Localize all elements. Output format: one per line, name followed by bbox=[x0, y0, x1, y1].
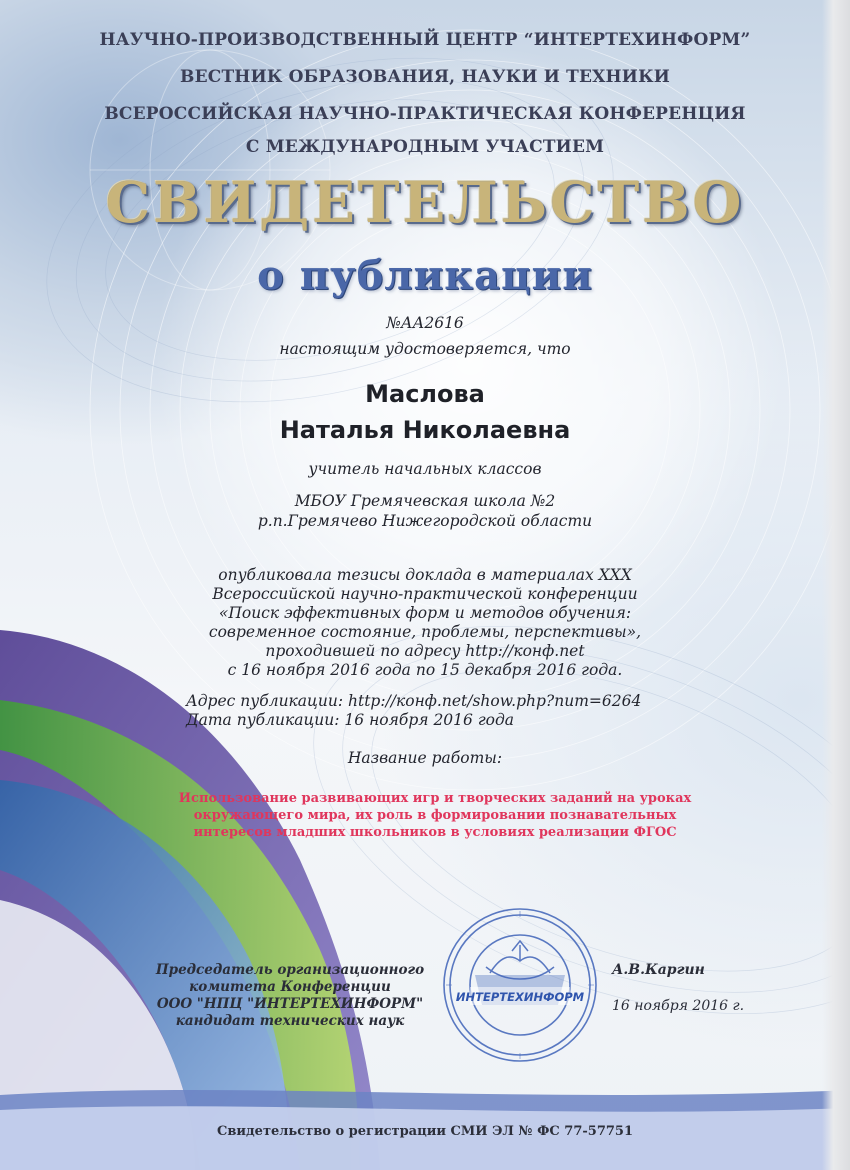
work-title-line: окружающего мира, их роль в формировании познавательных bbox=[193, 808, 677, 823]
work-title-line: Использование развивающих игр и творческих заданий на уроках bbox=[178, 791, 692, 806]
person-given-names: Наталья Николаевна bbox=[279, 416, 571, 444]
certificate-subtitle: о публикации bbox=[257, 252, 593, 299]
signer-name: А.В.Каргин bbox=[612, 962, 705, 978]
header-organization: НАУЧНО-ПРОИЗВОДСТВЕННЫЙ ЦЕНТР “ИНТЕРТЕХИНФОРМ” bbox=[99, 30, 751, 50]
chair-line: Председатель организационного bbox=[155, 962, 425, 978]
registration-note: Свидетельство о регистрации СМИ ЭЛ № ФС 77-57751 bbox=[216, 1124, 634, 1139]
person-position: учитель начальных классов bbox=[308, 460, 542, 478]
publication-address: Адрес публикации: http://конф.net/show.php?num=6264 bbox=[186, 692, 642, 710]
publication-date: Дата публикации: 16 ноября 2016 года bbox=[186, 711, 515, 729]
chair-line: кандидат технических наук bbox=[175, 1013, 405, 1029]
body-line: современное состояние, проблемы, перспективы», bbox=[208, 623, 642, 641]
work-label: Название работы: bbox=[347, 749, 503, 767]
certificate-number: №АА2616 bbox=[386, 314, 464, 332]
certificate-title: СВИДЕТЕЛЬСТВО bbox=[105, 170, 745, 236]
person-surname: Маслова bbox=[365, 380, 485, 408]
body-line: проходившей по адресу http://конф.net bbox=[265, 642, 585, 660]
certify-text: настоящим удостоверяется, что bbox=[279, 340, 571, 358]
chair-line: ООО "НПЦ "ИНТЕРТЕХИНФОРМ" bbox=[156, 996, 424, 1012]
chair-line: комитета Конференции bbox=[189, 979, 391, 995]
stamp-center-text: ИНТЕРТЕХИНФОРМ bbox=[455, 990, 585, 1004]
organization-seal-stamp bbox=[440, 905, 600, 1065]
header-conference: ВСЕРОССИЙСКАЯ НАУЧНО-ПРАКТИЧЕСКАЯ КОНФЕРЕНЦИЯ bbox=[104, 104, 746, 124]
body-line: «Поиск эффективных форм и методов обучения: bbox=[218, 604, 632, 622]
header-journal: ВЕСТНИК ОБРАЗОВАНИЯ, НАУКИ И ТЕХНИКИ bbox=[180, 67, 670, 87]
body-line: опубликовала тезисы доклада в материалах XXX bbox=[218, 566, 632, 584]
work-title-line: интересов младших школьников в условиях реализации ФГОС bbox=[193, 825, 677, 840]
person-school: МБОУ Гремячевская школа №2 bbox=[294, 492, 556, 510]
person-location: р.п.Гремячево Нижегородской области bbox=[257, 512, 593, 530]
header-international: С МЕЖДУНАРОДНЫМ УЧАСТИЕМ bbox=[245, 137, 605, 157]
body-line: с 16 ноября 2016 года по 15 декабря 2016 года. bbox=[227, 661, 623, 679]
signature-date: 16 ноября 2016 г. bbox=[612, 998, 745, 1014]
body-line: Всероссийской научно-практической конференции bbox=[212, 585, 638, 603]
